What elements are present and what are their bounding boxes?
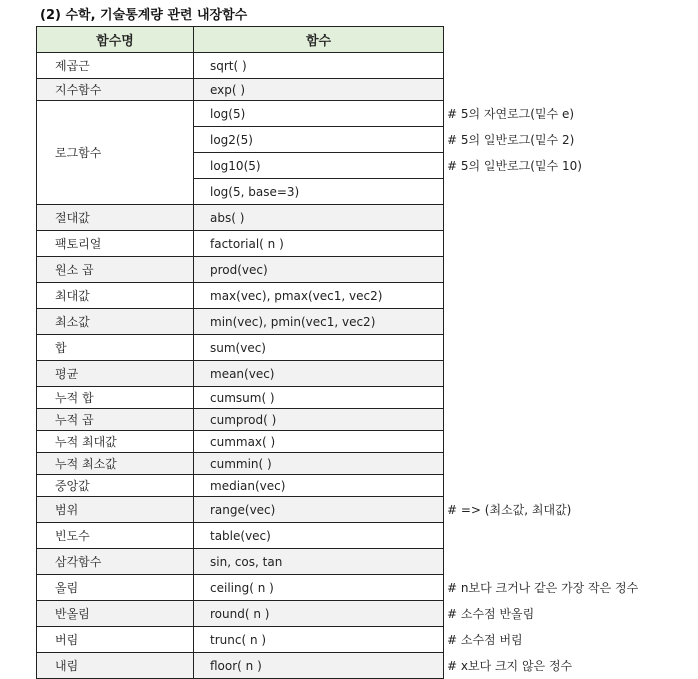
section-title: (2) 수학, 기술통계량 관련 내장함수 (40, 8, 248, 23)
function-cell: abs( ) (194, 205, 444, 231)
comment-text: # 소수점 버림 (444, 627, 639, 653)
table-row (37, 575, 639, 601)
comment-text (444, 453, 639, 475)
function-name-cell: 올림 (37, 575, 194, 601)
function-cell: log2(5) (194, 127, 444, 153)
function-cell: cummin( ) (194, 453, 444, 475)
comment-text (444, 309, 639, 335)
table-row (37, 627, 639, 653)
table-row (37, 475, 639, 497)
function-cell: max(vec), pmax(vec1, vec2) (194, 283, 444, 309)
table-row (37, 387, 639, 409)
function-cell: sin, cos, tan (194, 549, 444, 575)
table-row (37, 101, 639, 127)
table-row (37, 431, 639, 453)
comment-text: # 5의 자연로그(밑수 e) (444, 101, 639, 127)
function-name-cell: 범위 (37, 497, 194, 523)
function-cell: range(vec) (194, 497, 444, 523)
comment-text (444, 231, 639, 257)
function-cell: table(vec) (194, 523, 444, 549)
function-name-cell: 버림 (37, 627, 194, 653)
table-row (37, 53, 639, 79)
function-name-cell: 원소 곱 (37, 257, 194, 283)
function-name-cell: 내림 (37, 653, 194, 679)
function-name-cell: 제곱근 (37, 53, 194, 79)
table-row (37, 79, 639, 101)
table-row (37, 309, 639, 335)
function-name-cell: 최대값 (37, 283, 194, 309)
comment-text: # n보다 크거나 같은 가장 작은 정수 (444, 575, 639, 601)
function-cell: round( n ) (194, 601, 444, 627)
functions-table (36, 26, 639, 679)
function-cell: factorial( n ) (194, 231, 444, 257)
function-name-cell: 팩토리얼 (37, 231, 194, 257)
table-row (37, 653, 639, 679)
comment-text (444, 361, 639, 387)
function-cell: floor( n ) (194, 653, 444, 679)
header-function: 함수 (194, 27, 444, 53)
function-name-cell: 누적 합 (37, 387, 194, 409)
comment-text (444, 179, 639, 205)
table-row (37, 205, 639, 231)
function-cell: cummax( ) (194, 431, 444, 453)
function-cell: cumprod( ) (194, 409, 444, 431)
table-row (37, 523, 639, 549)
table-row (37, 549, 639, 575)
table-row (37, 335, 639, 361)
function-name-cell: 빈도수 (37, 523, 194, 549)
function-name-cell: 지수함수 (37, 79, 194, 101)
function-name-cell: 누적 곱 (37, 409, 194, 431)
function-name-cell: 누적 최대값 (37, 431, 194, 453)
table-row (37, 409, 639, 431)
function-name-cell: 중앙값 (37, 475, 194, 497)
comment-text (444, 387, 639, 409)
function-cell: trunc( n ) (194, 627, 444, 653)
function-cell: min(vec), pmin(vec1, vec2) (194, 309, 444, 335)
comment-text (444, 257, 639, 283)
comment-text (444, 205, 639, 231)
function-cell: cumsum( ) (194, 387, 444, 409)
function-name-cell: 삼각함수 (37, 549, 194, 575)
comment-text (444, 475, 639, 497)
table-row (37, 453, 639, 475)
comment-text: # 5의 일반로그(밑수 10) (444, 153, 639, 179)
table-row (37, 601, 639, 627)
function-cell: sqrt( ) (194, 53, 444, 79)
comment-text: # x보다 크지 않은 정수 (444, 653, 639, 679)
function-name-cell: 로그함수 (37, 101, 194, 205)
comment-text: # 소수점 반올림 (444, 601, 639, 627)
table-row (37, 257, 639, 283)
function-name-cell: 평균 (37, 361, 194, 387)
function-cell: exp( ) (194, 79, 444, 101)
comment-text: # => (최소값, 최대값) (444, 497, 639, 523)
function-cell: ceiling( n ) (194, 575, 444, 601)
function-cell: log10(5) (194, 153, 444, 179)
comment-text (444, 283, 639, 309)
function-cell: median(vec) (194, 475, 444, 497)
function-name-cell: 합 (37, 335, 194, 361)
comment-text (444, 523, 639, 549)
function-cell: prod(vec) (194, 257, 444, 283)
table-row (37, 361, 639, 387)
function-cell: log(5, base=3) (194, 179, 444, 205)
comment-text (444, 409, 639, 431)
function-cell: mean(vec) (194, 361, 444, 387)
function-name-cell: 누적 최소값 (37, 453, 194, 475)
table-row (37, 497, 639, 523)
function-name-cell: 절대값 (37, 205, 194, 231)
header-row (37, 27, 639, 53)
table-row (37, 231, 639, 257)
function-name-cell: 최소값 (37, 309, 194, 335)
function-name-cell: 반올림 (37, 601, 194, 627)
header-function-name: 함수명 (37, 27, 194, 53)
comment-text (444, 335, 639, 361)
comment-text (444, 79, 639, 101)
comment-text (444, 431, 639, 453)
table-row (37, 283, 639, 309)
function-cell: sum(vec) (194, 335, 444, 361)
function-cell: log(5) (194, 101, 444, 127)
comment-text: # 5의 일반로그(밑수 2) (444, 127, 639, 153)
comment-text (444, 53, 639, 79)
comment-text (444, 549, 639, 575)
